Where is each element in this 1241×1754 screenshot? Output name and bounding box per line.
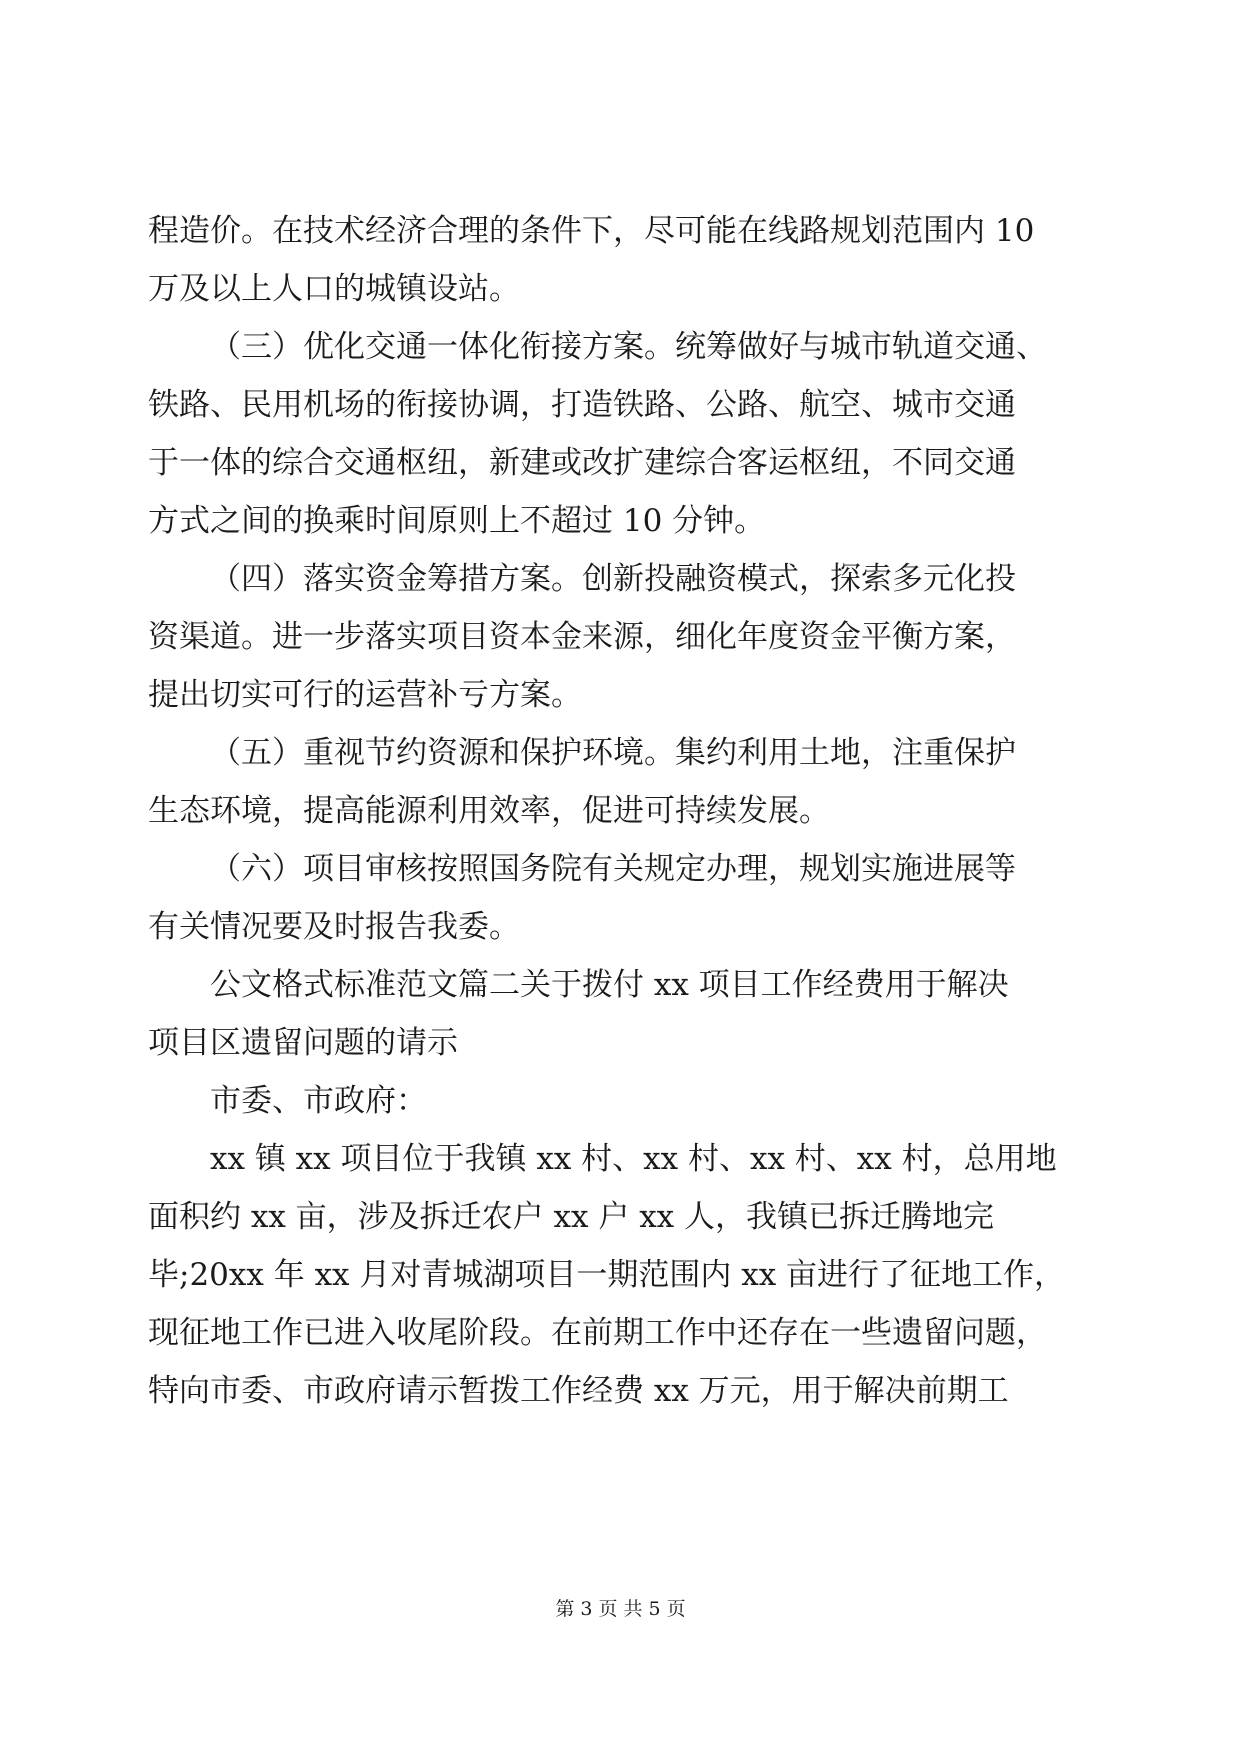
text-line: 资渠道。进一步落实项目资本金来源，细化年度资金平衡方案， [148, 619, 1016, 655]
text-line: 现征地工作已进入收尾阶段。在前期工作中还存在一些遗留问题， [148, 1315, 1047, 1351]
text-line: （六）项目审核按照国务院有关规定办理，规划实施进展等 [210, 851, 1016, 887]
text-line: 公文格式标准范文篇二关于拨付 xx 项目工作经费用于解决 [210, 967, 1009, 1003]
text-line: 有关情况要及时报告我委。 [148, 909, 520, 945]
text-line: 提出切实可行的运营补亏方案。 [148, 677, 582, 713]
text-line: （三）优化交通一体化衔接方案。统筹做好与城市轨道交通、 [210, 329, 1047, 365]
text-line: 项目区遗留问题的请示 [148, 1025, 458, 1061]
text-line: 生态环境，提高能源利用效率，促进可持续发展。 [148, 793, 830, 829]
page-number-footer: 第 3 页 共 5 页 [555, 1598, 686, 1620]
text-line: 于一体的综合交通枢纽，新建或改扩建综合客运枢纽，不同交通 [148, 445, 1016, 481]
text-line: 面积约 xx 亩，涉及拆迁农户 xx 户 xx 人，我镇已拆迁腾地完 [148, 1199, 995, 1235]
text-line: 毕;20xx 年 xx 月对青城湖项目一期范围内 xx 亩进行了征地工作， [148, 1257, 1066, 1293]
text-line: 程造价。在技术经济合理的条件下，尽可能在线路规划范围内 10 [148, 213, 1035, 249]
text-line: 方式之间的换乘时间原则上不超过 10 分钟。 [148, 503, 766, 539]
text-line: 市委、市政府： [210, 1083, 427, 1119]
text-line: 万及以上人口的城镇设站。 [148, 271, 520, 307]
text-line: （四）落实资金筹措方案。创新投融资模式，探索多元化投 [210, 561, 1016, 597]
text-line: （五）重视节约资源和保护环境。集约利用土地，注重保护 [210, 735, 1016, 771]
text-line: xx 镇 xx 项目位于我镇 xx 村、xx 村、xx 村、xx 村，总用地 [210, 1141, 1057, 1177]
text-line: 特向市委、市政府请示暂拨工作经费 xx 万元，用于解决前期工 [148, 1373, 1009, 1409]
text-line: 铁路、民用机场的衔接协调，打造铁路、公路、航空、城市交通 [148, 387, 1016, 423]
